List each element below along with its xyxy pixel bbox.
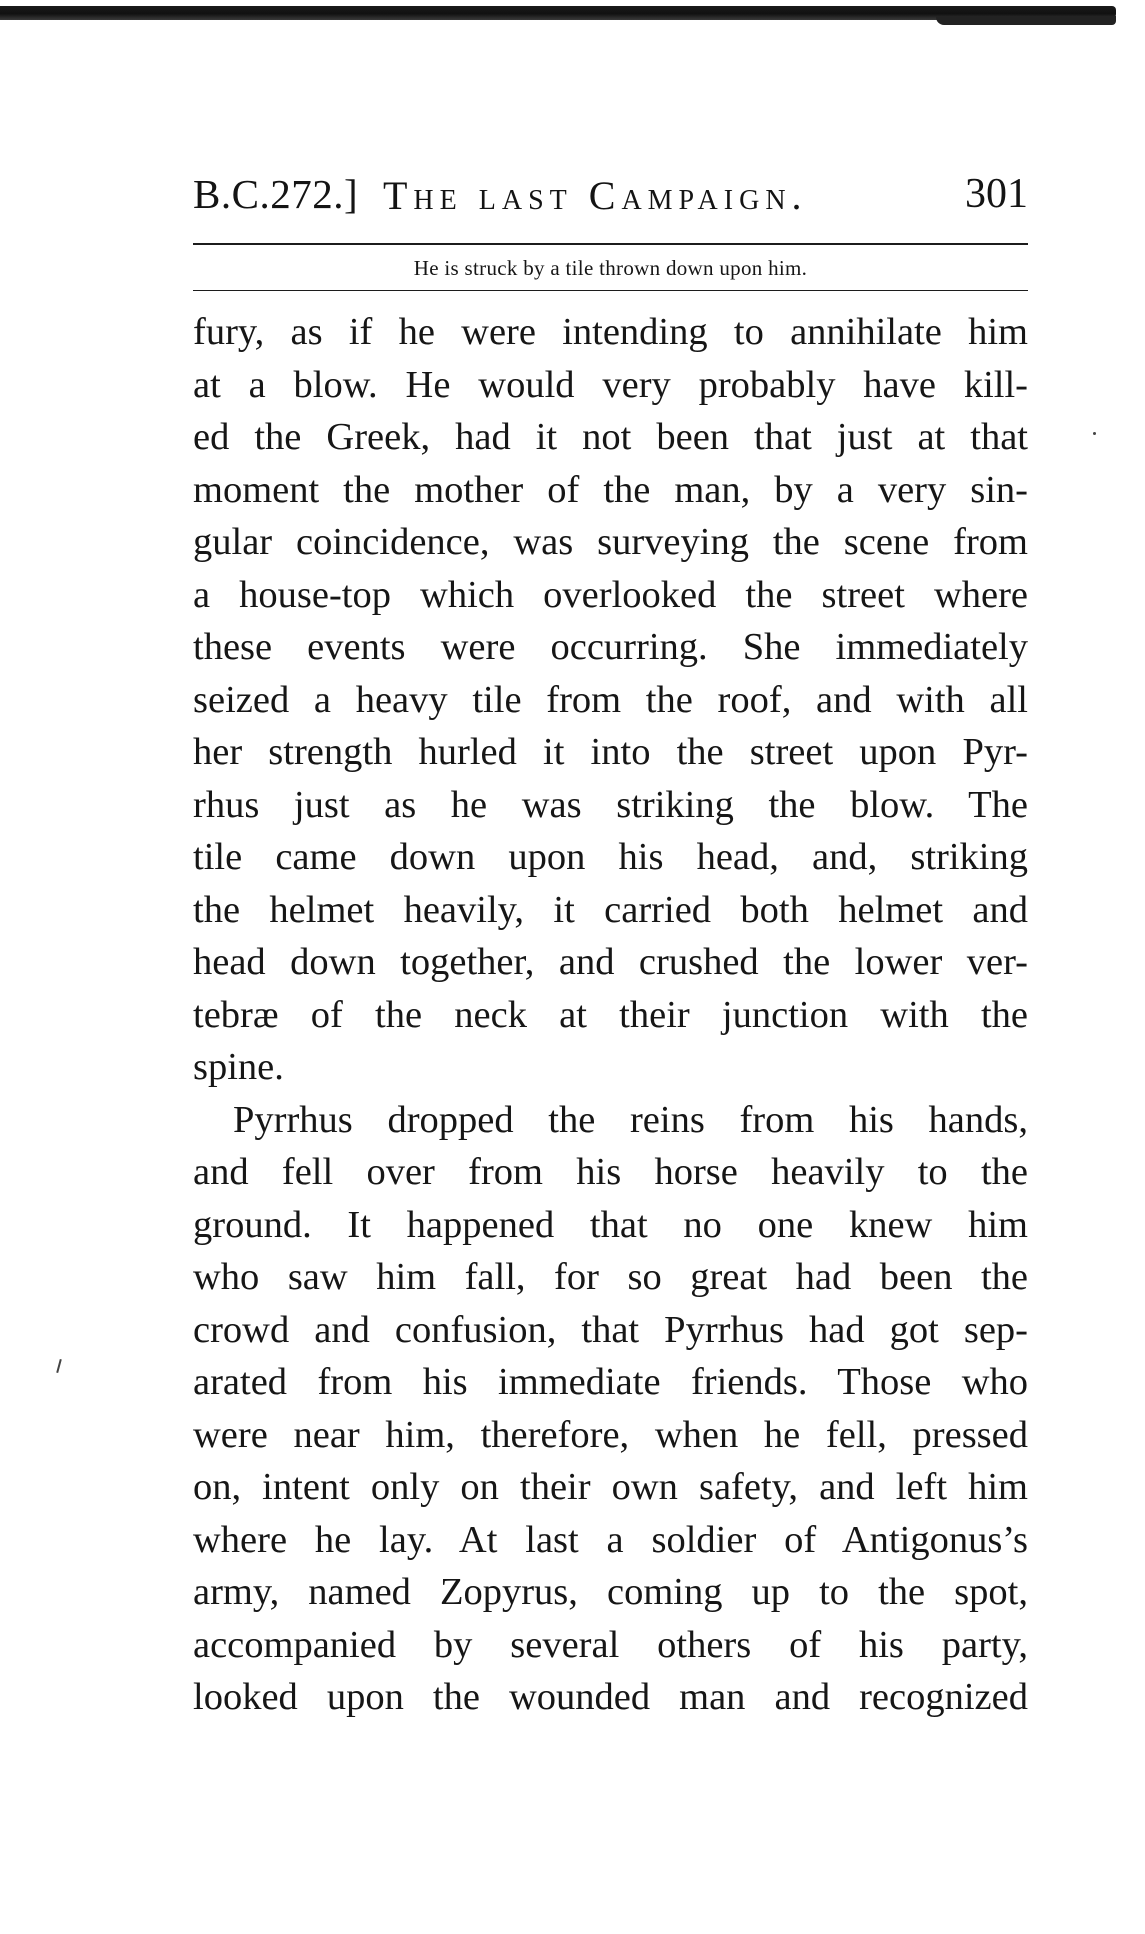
text-line: Pyrrhus dropped the reins from his hands,: [233, 1098, 1028, 1141]
scan-speck: [1093, 432, 1096, 435]
text-line: a house-top which overlooked the street where: [193, 573, 1028, 616]
text-line: seized a heavy tile from the roof, and with all: [193, 678, 1028, 721]
text-line: army, named Zopyrus, coming up to the spot,: [193, 1571, 1028, 1613]
text-line: crowd and confusion, that Pyrrhus had got sep-: [193, 1308, 1028, 1351]
text-line: where he lay. At last a soldier of Antigonus’s: [193, 1518, 1028, 1561]
text-line: tebræ of the neck at their junction with the: [193, 993, 1028, 1036]
scan-speck: [56, 1359, 62, 1373]
text-line: were near him, therefore, when he fell, pressed: [193, 1413, 1028, 1456]
text-line: head down together, and crushed the lower ver-: [193, 941, 1028, 983]
text-line: her strength hurled it into the street upon Pyr-: [193, 731, 1028, 773]
text-line: the helmet heavily, it carried both helmet and: [193, 888, 1028, 931]
text-line: and fell over from his horse heavily to the: [193, 1151, 1028, 1193]
text-line: looked upon the wounded man and recognized: [193, 1676, 1028, 1718]
page-header: [193, 168, 1028, 220]
running-head: He is struck by a tile thrown down upon him.: [413, 256, 808, 280]
text-line: gular coincidence, was surveying the scene from: [193, 521, 1028, 563]
text-line: on, intent only on their own safety, and left him: [193, 1466, 1028, 1508]
text-line: accompanied by several others of his party,: [193, 1623, 1028, 1666]
text-line: arated from his immediate friends. Those who: [193, 1361, 1028, 1403]
text-line: ground. It happened that no one knew him: [193, 1203, 1028, 1246]
header-rule-bottom: [193, 290, 1028, 291]
text-line: spine.: [193, 1046, 284, 1088]
text-line: ed the Greek, had it not been that just at that: [193, 416, 1028, 458]
section-marker: B.C.272.]: [193, 171, 359, 217]
chapter-title: The last Campaign.: [383, 173, 808, 218]
body-text: [193, 306, 1028, 1724]
text-line: who saw him fall, for so great had been the: [193, 1256, 1028, 1298]
text-line: moment the mother of the man, by a very sin-: [193, 468, 1028, 511]
header-rule-top: [193, 243, 1028, 245]
text-line: these events were occurring. She immediately: [193, 626, 1028, 668]
scan-edge-bar: [0, 6, 1116, 20]
text-line: rhus just as he was striking the blow. The: [193, 783, 1028, 826]
page-number: 301: [965, 171, 1028, 217]
text-line: tile came down upon his head, and, striking: [193, 836, 1028, 878]
text-line: at a blow. He would very probably have kill-: [193, 363, 1028, 406]
text-line: fury, as if he were intending to annihilate him: [193, 311, 1028, 353]
